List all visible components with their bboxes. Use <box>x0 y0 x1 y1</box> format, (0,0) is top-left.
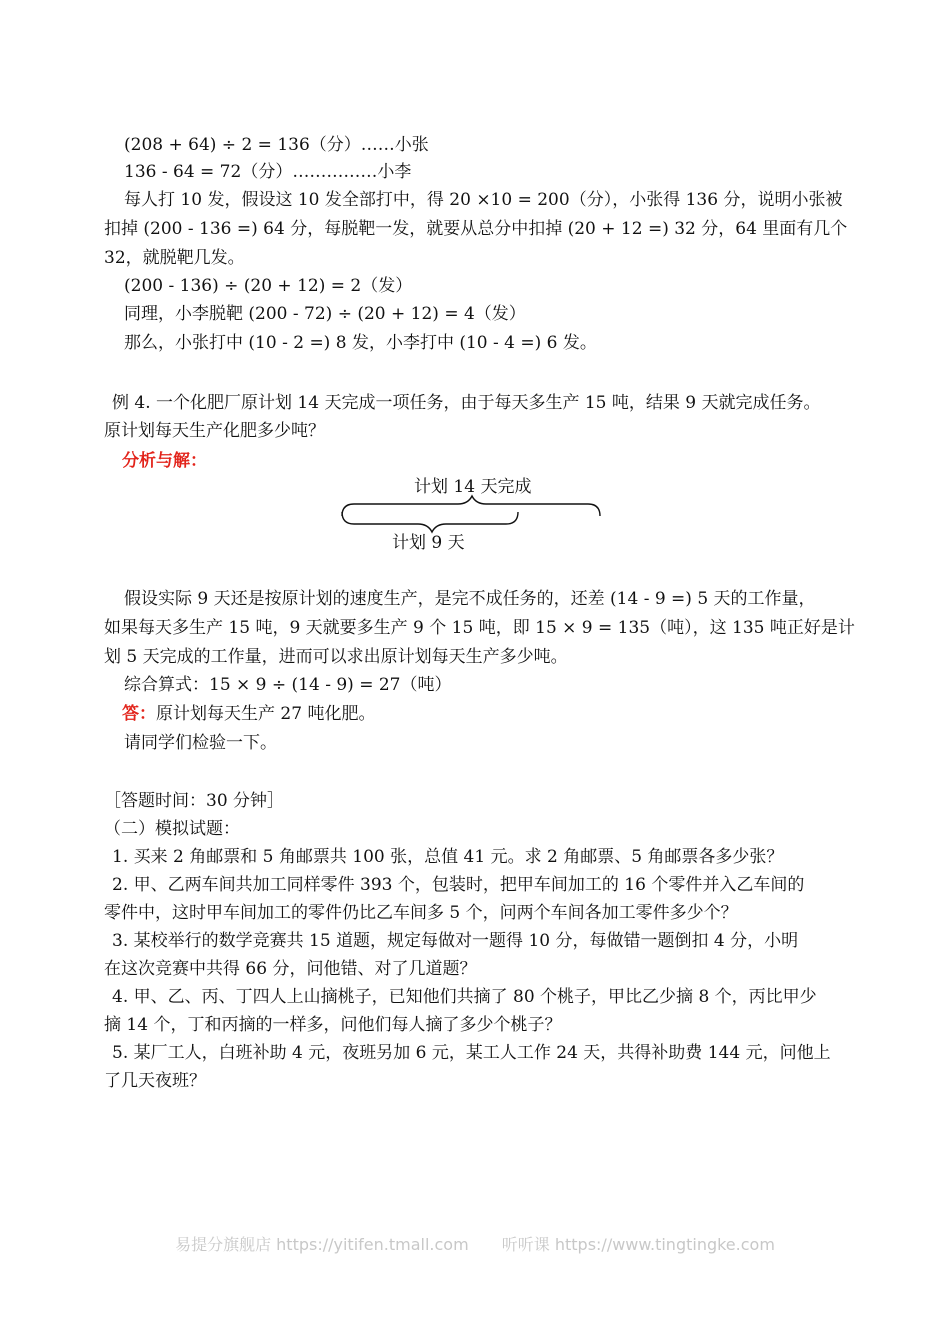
solution-line-2: 136 - 64 = 72（分）……………小李 <box>124 162 412 182</box>
question-2-line-1: 2. 甲、乙两车间共加工同样零件 393 个，包装时，把甲车间加工的 16 个零件并入乙车间的 <box>112 875 805 895</box>
analysis-label: 分析与解： <box>122 451 207 471</box>
analysis-para-line-3: 划 5 天完成的工作量，进而可以求出原计划每天生产多少吨。 <box>104 647 568 667</box>
answer-line <box>122 703 375 725</box>
answer-label: 答： <box>122 704 156 724</box>
solution-line-7: 同理，小李脱靶 (200 - 72) ÷ (20 + 12) = 4（发） <box>124 304 526 324</box>
footer-right-link[interactable]: 听听课 https://www.tingtingke.com <box>501 1235 775 1254</box>
question-3-line-2: 在这次竞赛中共得 66 分，问他错、对了几道题？ <box>104 959 477 979</box>
solution-line-3: 每人打 10 发，假设这 10 发全部打中，得 20 ×10 = 200（分），小张得 136 分，说明小张被 <box>124 190 843 210</box>
practice-heading: （二）模拟试题： <box>104 819 240 839</box>
example4-problem-line-2: 原计划每天生产化肥多少吨？ <box>104 421 325 441</box>
solution-line-6: (200 - 136) ÷ (20 + 12) = 2（发） <box>124 276 413 296</box>
diagram-top-label: 计划 14 天完成 <box>414 477 532 497</box>
question-5-line-2: 了几天夜班？ <box>104 1071 206 1091</box>
question-1: 1. 买来 2 角邮票和 5 角邮票共 100 张，总值 41 元。求 2 角邮票、5 角邮票各多少张？ <box>112 847 784 867</box>
brace-diagram <box>330 472 620 562</box>
analysis-para-line-2: 如果每天多生产 15 吨，9 天就要多生产 9 个 15 吨，即 15 × 9 = 135（吨），这 135 吨正好是计 <box>104 618 855 638</box>
answer-text: 原计划每天生产 27 吨化肥。 <box>156 704 376 724</box>
solution-line-5: 32，就脱靶几发。 <box>104 248 245 268</box>
combined-formula: 综合算式：15 × 9 ÷ (14 - 9) = 27（吨） <box>124 675 452 695</box>
bottom-brace <box>342 512 518 532</box>
question-4-line-1: 4. 甲、乙、丙、丁四人上山摘桃子，已知他们共摘了 80 个桃子，甲比乙少摘 8 个，丙比甲少 <box>112 987 817 1007</box>
question-2-line-2: 零件中，这时甲车间加工的零件仍比乙车间多 5 个，问两个车间各加工零件多少个？ <box>104 903 738 923</box>
example4-problem-line-1: 例 4. 一个化肥厂原计划 14 天完成一项任务，由于每天多生产 15 吨，结果 9 天就完成任务。 <box>112 393 821 413</box>
solution-line-8: 那么，小张打中 (10 - 2 =) 8 发，小李打中 (10 - 4 =) 6 发。 <box>124 333 597 353</box>
top-brace <box>342 496 600 516</box>
answer-time: ［答题时间：30 分钟］ <box>104 791 285 811</box>
question-5-line-1: 5. 某厂工人，白班补助 4 元，夜班另加 6 元，某工人工作 24 天，共得补助费 144 元，问他上 <box>112 1043 831 1063</box>
analysis-para-line-1: 假设实际 9 天还是按原计划的速度生产，是完不成任务的，还差 (14 - 9 =) 5 天的工作量， <box>124 589 816 609</box>
solution-line-1: (208 + 64) ÷ 2 = 136（分）……小张 <box>124 135 429 155</box>
footer-watermark <box>0 1232 950 1255</box>
question-3-line-1: 3. 某校举行的数学竞赛共 15 道题，规定每做对一题得 10 分，每做错一题倒扣 4 分，小明 <box>112 931 799 951</box>
footer-left-link[interactable]: 易提分旗舰店 https://yitifen.tmall.com <box>175 1235 469 1254</box>
question-4-line-2: 摘 14 个，丁和丙摘的一样多，问他们每人摘了多少个桃子？ <box>104 1015 562 1035</box>
check-prompt: 请同学们检验一下。 <box>124 733 277 753</box>
diagram-bottom-label: 计划 9 天 <box>392 533 465 553</box>
solution-line-4: 扣掉 (200 - 136 =) 64 分，每脱靶一发，就要从总分中扣掉 (20 + 12 =) 32 分，64 里面有几个 <box>104 219 848 239</box>
brace-diagram-svg <box>330 472 620 562</box>
